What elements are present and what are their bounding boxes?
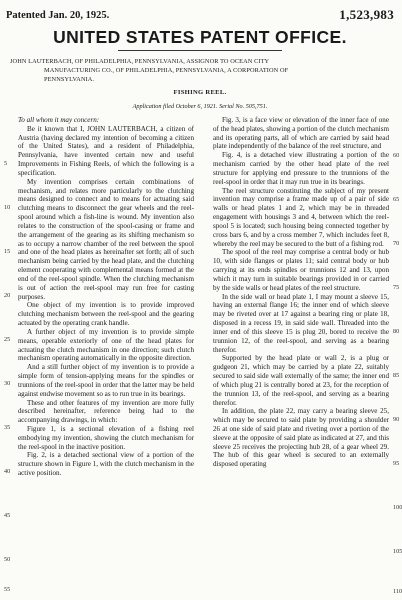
line-number: 105 <box>393 548 402 555</box>
paragraph: Be it known that I, JOHN LAUTERBACH, a citizen of Austria (having declared my intention of becoming a citizen of the United States), and a resident of Philadelphia, Pennsylvania, have invented certain new and useful Improvements in Fishing Reels, of which the following is a specification. <box>18 124 194 177</box>
line-number: 60 <box>393 152 400 159</box>
line-number: 75 <box>393 284 400 291</box>
line-number: 25 <box>4 336 11 343</box>
paragraph: The reel structure constituting the subject of my present invention may comprise a frame made up of a pair of side walls or head plates 1 and 2, which may be in threaded engagement with housings 3 and 4, between which the reel-spool 5 is located; such housing being connected together by cross bars 6, and by a cross member 7, which includes feet 8, whereby the reel may be secured to the butt of a fishing rod. <box>213 186 389 248</box>
right-column <box>213 116 389 469</box>
paragraph: These and other features of my invention are more fully described hereinafter, reference being had to the accompanying drawings, in which: <box>18 398 194 425</box>
line-number: 95 <box>393 460 400 467</box>
line-number: 30 <box>4 380 11 387</box>
assignors-block <box>10 57 392 84</box>
line-number: 85 <box>393 372 400 379</box>
left-column <box>18 116 194 478</box>
patented-date: Patented Jan. 20, 1925. <box>6 10 110 21</box>
invention-title: FISHING REEL. <box>173 89 227 96</box>
line-number: 15 <box>4 248 11 255</box>
line-number: 5 <box>4 160 8 167</box>
line-number: 10 <box>4 204 11 211</box>
line-number: 40 <box>4 468 11 475</box>
paragraph: Fig. 3, is a face view or elevation of the inner face of one of the head plates, showing a portion of the clutch mechanism and its operating parts, all of which are carried by said head plate independently of the balance of the reel structure, and <box>213 116 389 151</box>
assignors-line-3: PENNSYLVANIA. <box>44 76 95 83</box>
paragraph: Fig. 2, is a detached sectional view of a portion of the structure shown in Figure 1, with the clutch mechanism in the active position. <box>18 451 194 478</box>
line-number: 100 <box>393 504 402 511</box>
line-number: 80 <box>393 328 400 335</box>
paragraph: Figure 1, is a sectional elevation of a fishing reel embodying my invention, showing the clutch mechanism for the reel-spool in the inactive position. <box>18 424 194 451</box>
line-number: 55 <box>4 586 11 593</box>
line-number: 20 <box>4 292 11 299</box>
office-title: UNITED STATES PATENT OFFICE. <box>53 27 347 47</box>
patent-number: 1,523,983 <box>339 7 394 22</box>
line-number: 35 <box>4 424 11 431</box>
paragraph: My invention comprises certain combinations of mechanism, and relates more particularly to the clutching means designed to connect and to means for actuating said clutching means to disconnect the gear wheels and the reel-spool around which a fish-line is wound. My invention also relates to the construction of the spool-casing or frame and the arrangement of the gearing as its shifting mechanism so as to occupy a narrow chamber of the reel between the spool and one of the head plates as hereinafter set forth; all of such mechanism being carried by the head plate, and the clutching element cooperating with complemental means formed at the end of the reel-spool spindle. When the clutching mechanism is out of action the reel-spool may run free for casting purposes. <box>18 177 194 301</box>
line-number: 110 <box>393 588 402 595</box>
paragraph: Fig. 4, is a detached view illustrating a portion of the mechanism carried by the other head plate of the reel structure for applying end pressure to the trunnions of the reel-spool in order that it may run true in its bearings. <box>213 151 389 186</box>
line-number: 65 <box>393 196 400 203</box>
assignors-line-1: JOHN LAUTERBACH, OF PHILADELPHIA, PENNSYLVANIA, ASSIGNOR TO OCEAN CITY <box>10 58 270 65</box>
line-number: 70 <box>393 240 400 247</box>
paragraph: In the side wall or head plate 1, I may mount a sleeve 15, having an external flange 16; the inner end of which sleeve may be riveted over at 17 against a bearing ring or plate 18, disposed in a recess 19, in said side wall. Threaded into the inner end of this sleeve 15 is plug 20, bored to receive the trunnion 12, of the reel-spool, and serving as a bearing therefor. <box>213 292 389 354</box>
paragraph: A further object of my invention is to provide simple means, operable exteriorly of one of the head plates for actuating the clutch mechanism in one direction; such clutch mechanism operating automatically in the opposite direction. <box>18 327 194 363</box>
paragraph: The spool of the reel may comprise a central body or hub 10, with side flanges or plates 11; said central body or hub carrying at its ends spindles or trunnions 12 and 13, upon which it may turn in suitable bearings provided in or carried by the side walls or head plates of the reel structure. <box>213 248 389 292</box>
line-number: 50 <box>4 556 11 563</box>
header-rule <box>118 50 282 51</box>
application-line: Application filed October 6, 1921. Serial No. 505,751. <box>132 103 268 110</box>
paragraph: And a still further object of my invention is to provide a simple form of tension-applying means for the spindles or trunnions of the reel-spool in order that the latter may be held against endwise movement so as to run true in its bearings. <box>18 363 194 398</box>
paragraph: In addition, the plate 22, may carry a bearing sleeve 25, which may be secured to said plate by providing a shoulder 26 at one side of said plate and riveting over a portion of the sleeve at the opposite of said plate as indicated at 27, and this sleeve 25 receives the projecting hub 28, of a gear wheel 29. The hub of this gear wheel is secured to an externally disposed operating <box>213 407 389 469</box>
paragraph: One object of my invention is to provide improved clutching mechanism between the reel-spool and the gearing actuated by the operating crank handle. <box>18 301 194 328</box>
salutation: To all whom it may concern: <box>18 116 100 124</box>
assignors-line-2: MANUFACTURING CO., OF PHILADELPHIA, PENNSYLVANIA, A CORPORATION OF <box>44 67 289 74</box>
line-number: 45 <box>4 512 11 519</box>
line-number: 90 <box>393 416 400 423</box>
paragraph: Supported by the head plate or wall 2, is a plug or gudgeon 21, which may be carried by a plate 22, suitably secured to said side wall externally of the same; the inner end of which plug 21 is centrally bored at 23, for the reception of the trunnion 13, of the reel-spool, and serving as a bearing therefor. <box>213 354 389 407</box>
